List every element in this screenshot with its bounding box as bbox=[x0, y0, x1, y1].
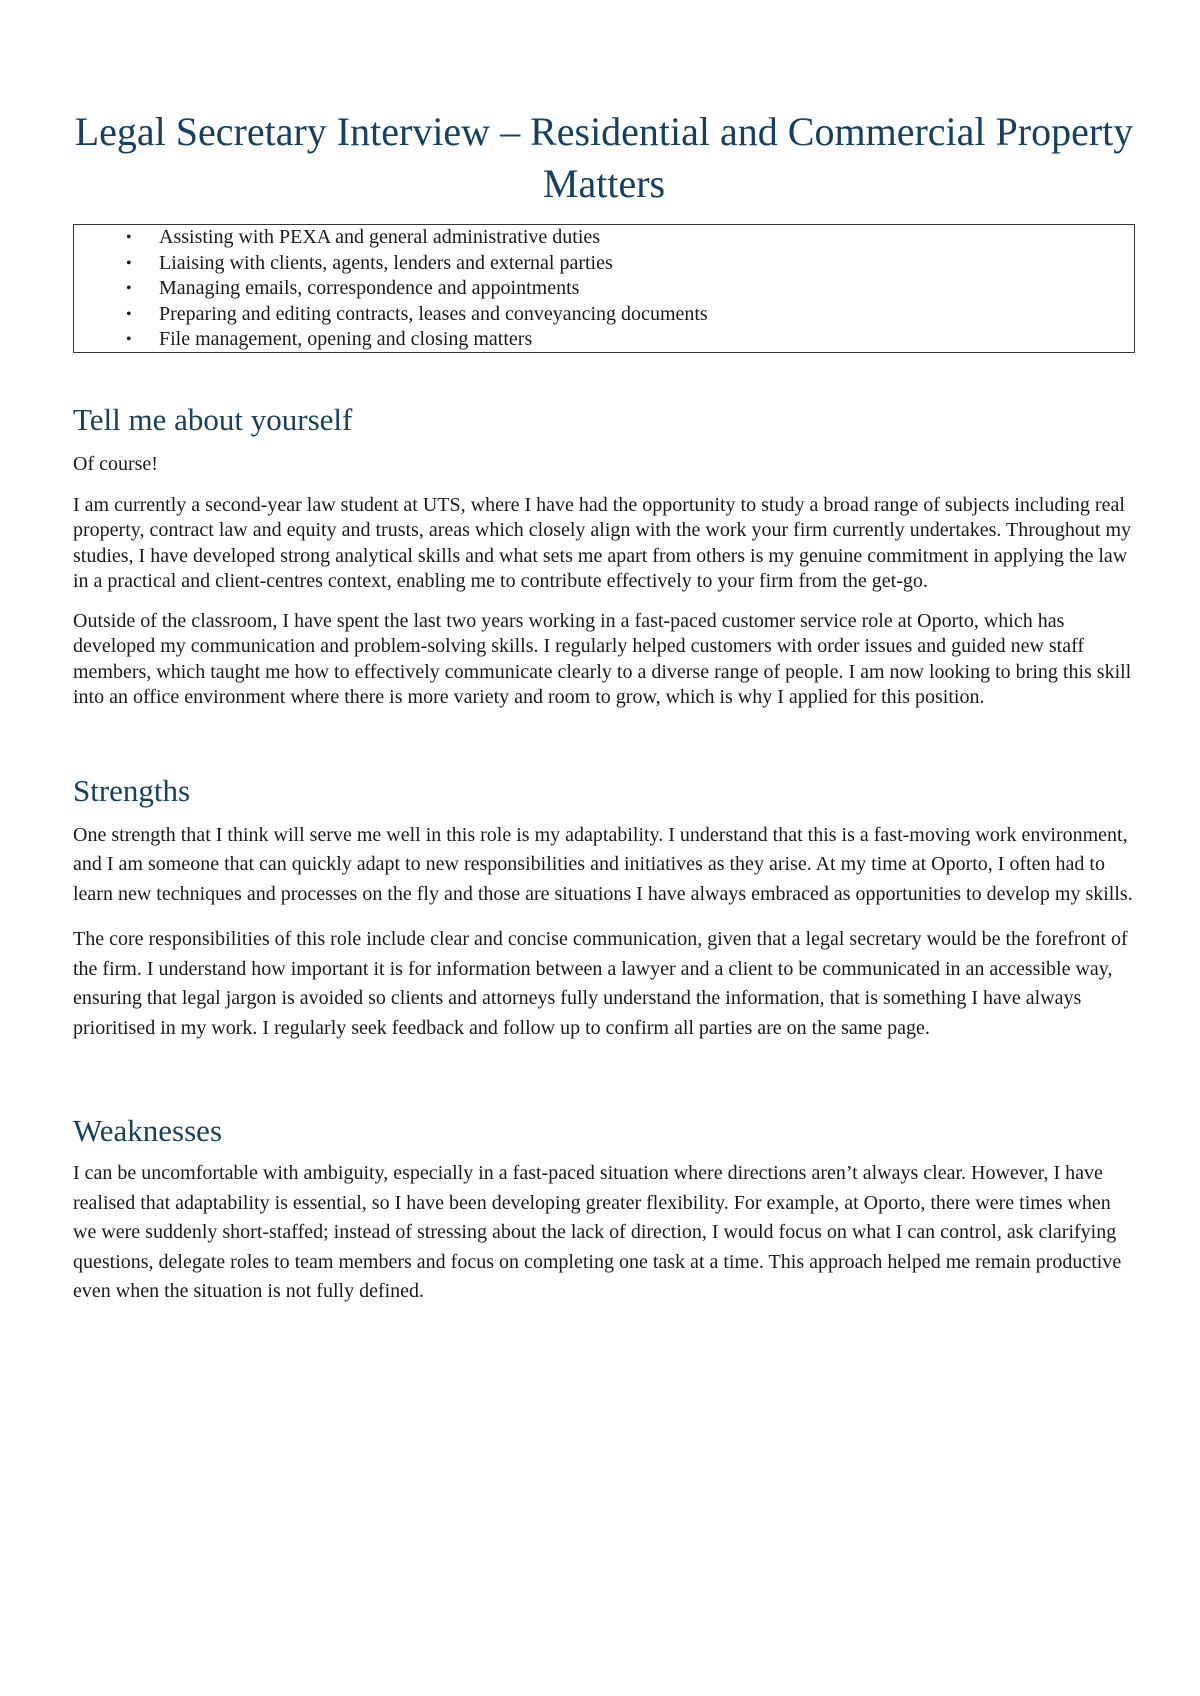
about-paragraph-studies: I am currently a second-year law student at UTS, where I have had the opportunity to study a broad range of subjects including real property, contract law and equity and trusts, areas which closely align with the work your firm currently undertakes. Throughout my studies, I have developed strong analytical skills and what sets me apart from others is my genuine commitment in applying the law in a practical and client-centres context, enabling me to contribute effectively to your firm from the get-go. bbox=[73, 493, 1132, 592]
duty-text: File management, opening and closing matters bbox=[159, 328, 533, 350]
duty-text: Managing emails, correspondence and appointments bbox=[159, 277, 580, 299]
bullet-icon: • bbox=[126, 280, 132, 297]
list-item bbox=[74, 225, 1134, 251]
strengths-paragraph-adaptability: One strength that I think will serve me well in this role is my adaptability. I understand that this is a fast-moving work environment, and I am someone that can quickly adapt to new responsibilities and initiatives as they arise. At my time at Oporto, I often had to learn new techniques and processes on the fly and those are situations I have always embraced as opportunities to develop my skills. bbox=[73, 823, 1133, 905]
duties-box bbox=[73, 224, 1135, 353]
heading-tell-me-about-yourself: Tell me about yourself bbox=[73, 402, 353, 437]
about-paragraph-work: Outside of the classroom, I have spent the last two years working in a fast-paced customer service role at Oporto, which has developed my communication and problem-solving skills. I regularly helped customers with order issues and guided new staff members, which taught me how to effectively communicate clearly to a diverse range of people. I am now looking to bring this skill into an office environment where there is more variety and room to grow, which is why I applied for this position. bbox=[73, 609, 1132, 708]
list-item bbox=[74, 327, 1134, 353]
bullet-icon: • bbox=[126, 254, 132, 272]
document-title: Legal Secretary Interview – Residential and Commercial Property Matters bbox=[74, 109, 1134, 206]
duty-text: Liaising with clients, agents, lenders and external parties bbox=[159, 251, 613, 274]
strengths-paragraph-communication: The core responsibilities of this role include clear and concise communication, given that a legal secretary would be the forefront of the firm. I understand how important it is for information between a lawyer and a client to be communicated in an accessible way, ensuring that legal jargon is avoided so clients and attorneys fully understand the information, that is something I have always prioritised in my work. I regularly seek feedback and follow up to confirm all parties are on the same page. bbox=[73, 928, 1128, 1039]
bullet-icon: • bbox=[126, 229, 132, 246]
about-paragraph-intro: Of course! bbox=[73, 453, 158, 475]
duty-text: Preparing and editing contracts, leases and conveyancing documents bbox=[159, 302, 708, 325]
bullet-icon: • bbox=[126, 305, 132, 323]
list-item bbox=[74, 302, 1134, 328]
duty-text: Assisting with PEXA and general administrative duties bbox=[159, 226, 601, 248]
heading-weaknesses: Weaknesses bbox=[73, 1113, 223, 1148]
bullet-icon: • bbox=[126, 331, 132, 348]
list-item bbox=[74, 276, 1134, 302]
document-page bbox=[73, 0, 1135, 1307]
heading-strengths: Strengths bbox=[73, 772, 191, 808]
list-item bbox=[74, 251, 1134, 277]
duties-list bbox=[74, 225, 1134, 353]
weaknesses-paragraph: I can be uncomfortable with ambiguity, especially in a fast-paced situation where directions aren’t always clear. However, I have realised that adaptability is essential, so I have been developing greater flexibility. For example, at Oporto, there were times when we were suddenly short-staffed; instead of stressing about the lack of direction, I would focus on what I can control, ask clarifying questions, delegate roles to team members and focus on completing one task at a time. This approach helped me remain productive even when the situation is not fully defined. bbox=[73, 1162, 1122, 1302]
